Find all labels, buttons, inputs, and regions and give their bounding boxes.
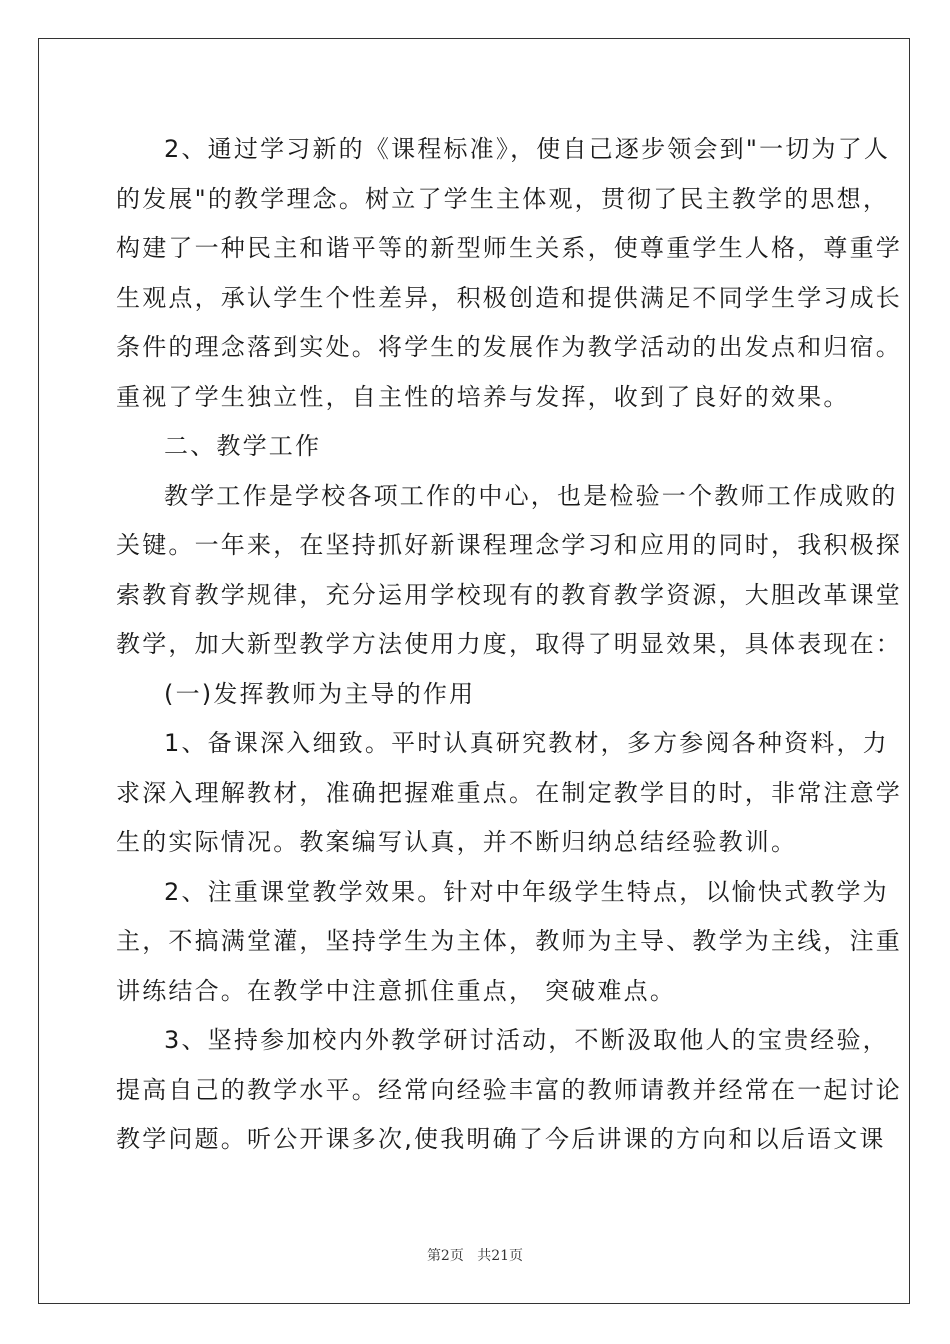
text-line: 生的实际情况。教案编写认真，并不断归纳总结经验教训。 xyxy=(116,828,798,856)
text-line: 教学，加大新型教学方法使用力度，取得了明显效果，具体表现在： xyxy=(116,630,902,658)
page-number: 第2页 xyxy=(426,1248,464,1264)
text-line: 的发展"的教学理念。树立了学生主体观，贯彻了民主教学的思想， xyxy=(116,184,890,213)
text-line: 2、通过学习新的《课程标准》，使自己逐步领会到"一切为了人 xyxy=(164,135,891,163)
text-line: 2、注重课堂教学效果。针对中年级学生特点，以愉快式教学为 xyxy=(164,877,889,906)
text-line: (一)发挥教师为主导的作用 xyxy=(164,679,476,708)
page-footer xyxy=(0,1245,950,1265)
text-line: 教学问题。听公开课多次,使我明确了今后讲课的方向和以后语文课 xyxy=(116,1125,886,1153)
text-line: 构建了一种民主和谐平等的新型师生关系，使尊重学生人格，尊重学 xyxy=(116,234,902,262)
text-line: 3、坚持参加校内外教学研讨活动，不断汲取他人的宝贵经验， xyxy=(164,1026,889,1054)
text-line: 二、教学工作 xyxy=(164,432,322,460)
text-line: 重视了学生独立性，自主性的培养与发挥，收到了良好的效果。 xyxy=(116,382,850,411)
text-line: 讲练结合。在教学中注意抓住重点， 突破难点。 xyxy=(116,976,677,1005)
text-line: 教学工作是学校各项工作的中心，也是检验一个教师工作成败的 xyxy=(164,481,898,510)
text-line: 关键。一年来，在坚持抓好新课程理念学习和应用的同时，我积极探 xyxy=(116,531,902,559)
document-body xyxy=(116,125,902,1165)
text-line: 求深入理解教材，准确把握难重点。在制定教学目的时，非常注意学 xyxy=(116,778,902,807)
text-line: 生观点，承认学生个性差异，积极创造和提供满足不同学生学习成长 xyxy=(116,283,902,312)
text-line: 主，不搞满堂灌，坚持学生为主体，教师为主导、教学为主线，注重 xyxy=(116,927,902,955)
text-line: 索教育教学规律，充分运用学校现有的教育教学资源，大胆改革课堂 xyxy=(116,580,902,609)
footer-spacer xyxy=(464,1248,477,1264)
text-line: 1、备课深入细致。平时认真研究教材，多方参阅各种资料，力 xyxy=(164,729,889,757)
page-total: 共21页 xyxy=(477,1248,524,1264)
text-line: 条件的理念落到实处。将学生的发展作为教学活动的出发点和归宿。 xyxy=(116,333,902,361)
text-line: 提高自己的教学水平。经常向经验丰富的教师请教并经常在一起讨论 xyxy=(116,1075,902,1104)
